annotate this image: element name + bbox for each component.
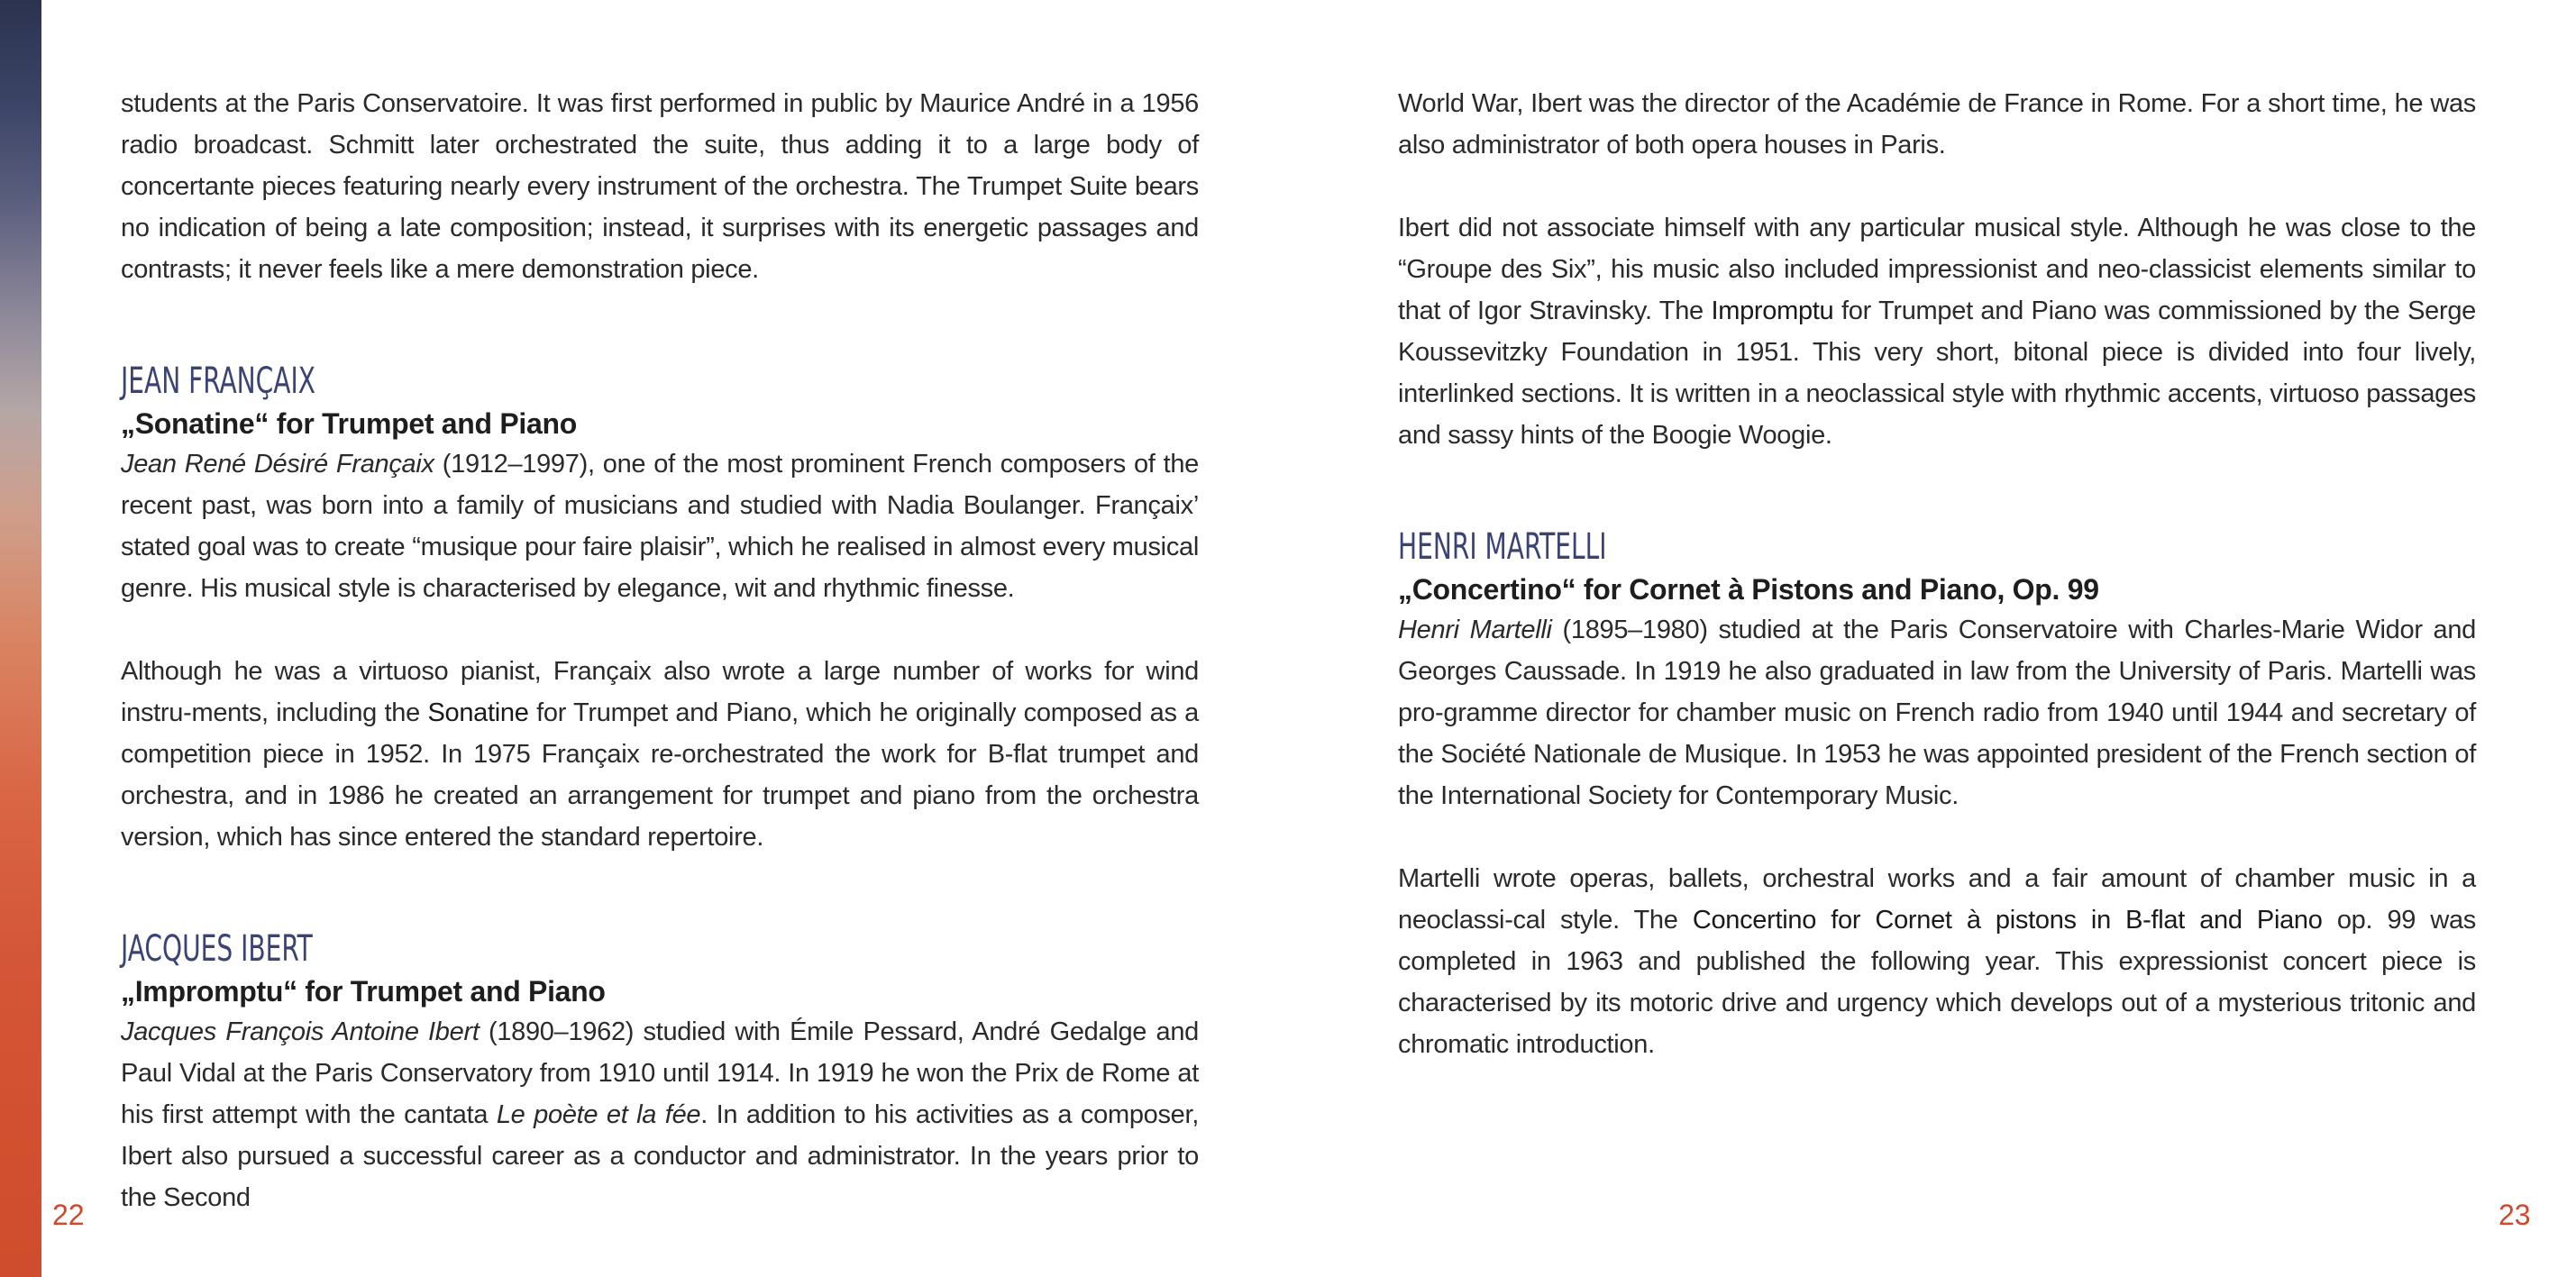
work-name-sonatine: Sonatine <box>427 698 529 727</box>
martelli-paragraph-1 <box>1398 609 2476 816</box>
work-title-impromptu: „Impromptu“ for Trumpet and Piano <box>121 975 606 1008</box>
page-number-right: 23 <box>2498 1199 2531 1231</box>
heading-jean-francaix: JEAN FRANÇAIX <box>121 360 315 402</box>
work-name-impromptu: Impromptu <box>1711 296 1834 325</box>
paragraph-text: (1890–1962) studied with Émile Pessard, André Gedalge and Paul Vidal at the Paris Conservatory from 1910 until 1914. In 1919 he won the Prix de Rome at his first attempt with the cantata <box>121 1017 1199 1129</box>
composer-full-name: Jacques François Antoine Ibert <box>121 1017 480 1046</box>
right-page-column <box>1398 83 2476 1065</box>
paragraph-text: for Trumpet and Piano was commissioned by the Serge Koussevitzky Foundation in 1951. This very short, bitonal piece is divided into four lively, interlinked sections. It is written in a neoclassical style with rhythmic accents, virtuoso passages and sassy hints of the Boogie Woogie. <box>1398 296 2476 450</box>
paragraph-gap <box>121 609 1199 651</box>
heading-henri-martelli: HENRI MARTELLI <box>1398 526 1607 568</box>
composer-full-name: Jean René Désiré Françaix <box>121 450 434 479</box>
francaix-paragraph-1 <box>121 443 1199 609</box>
composer-full-name: Henri Martelli <box>1398 616 1552 644</box>
paragraph-text: (1912–1997), one of the most prominent French composers of the recent past, was born into a family of musicians and studied with Nadia Boulanger. Françaix’ stated goal was to create “musique pour faire plaisir”, which he realised in almost every musical genre. His musical style is characterised by elegance, wit and rhythmic finesse. <box>121 450 1200 603</box>
work-title-sonatine: „Sonatine“ for Trumpet and Piano <box>121 407 577 440</box>
paragraph-text: Ibert did not associate himself with any particular musical style. Although he was close to the “Groupe des Six”, his music also included impressionist and neo-classicist elements similar to that of Igor Stravinsky. The <box>1398 214 2476 325</box>
left-page-column <box>121 83 1199 1218</box>
paragraph-text: for Trumpet and Piano, which he originally composed as a competition piece in 1952. In 1975 Françaix re-orchestrated the work for B-flat trumpet and orchestra, and in 1986 he created an arrangement for trumpet and piano from the orchestra version, which has since entered the standard repertoire. <box>121 698 1200 852</box>
paragraph-gap <box>1398 816 2476 858</box>
paragraph-text: . In addition to his activities as a composer, Ibert also pursued a successful career as a conductor and administrator. In the years prior to the Second <box>121 1100 1200 1212</box>
paragraph-gap <box>1398 166 2476 207</box>
ibert-continued-paragraph: World War, Ibert was the director of the Académie de France in Rome. For a short time, he was also administrator of both opera houses in Paris. <box>1398 89 2476 160</box>
section-gap <box>121 858 1199 926</box>
section-gap <box>121 290 1199 359</box>
francaix-paragraph-2 <box>121 651 1199 858</box>
heading-jacques-ibert: JACQUES IBERT <box>121 928 313 970</box>
paragraph-text: Martelli wrote operas, ballets, orchestral works and a fair amount of chamber music in a neoclassi-cal style. The <box>1398 864 2476 935</box>
cantata-title: Le poète et la fée <box>496 1100 701 1129</box>
decorative-color-strip <box>0 0 41 1277</box>
ibert-paragraph-2 <box>1398 207 2476 456</box>
martelli-paragraph-2 <box>1398 858 2476 1065</box>
section-gap <box>1398 456 2476 524</box>
ibert-paragraph-1 <box>121 1011 1199 1218</box>
work-title-concertino: „Concertino“ for Cornet à Pistons and Piano, Op. 99 <box>1398 573 2099 606</box>
intro-paragraph: students at the Paris Conservatoire. It was first performed in public by Maurice André in a 1956 radio broadcast. Schmitt later orchestrated the suite, thus adding it to a large body of concertante pieces featuring nearly every instrument of the orchestra. The Trumpet Suite bears no indication of being a late composition; instead, it surprises with its energetic passages and contrasts; it never feels like a mere demonstration piece. <box>121 89 1199 284</box>
paragraph-text: (1895–1980) studied at the Paris Conservatoire with Charles-Marie Widor and Georges Caussade. In 1919 he also graduated in law from the University of Paris. Martelli was pro-gramme director for chamber music on French radio from 1940 until 1944 and secretary of the Société Nationale de Musique. In 1953 he was appointed president of the French section of the International Society for Contemporary Music. <box>1398 616 2476 810</box>
paragraph-text: op. 99 was completed in 1963 and published the following year. This expressionist concert piece is characterised by its motoric drive and urgency which develops out of a mysterious tritonic and chromatic introduction. <box>1398 906 2476 1059</box>
page-number-left: 22 <box>52 1199 85 1231</box>
paragraph-text: Although he was a virtuoso pianist, Françaix also wrote a large number of works for wind instru-ments, including the <box>121 657 1199 727</box>
work-name-concertino: Concertino for Cornet à pistons in B-flat and Piano <box>1692 906 2323 935</box>
